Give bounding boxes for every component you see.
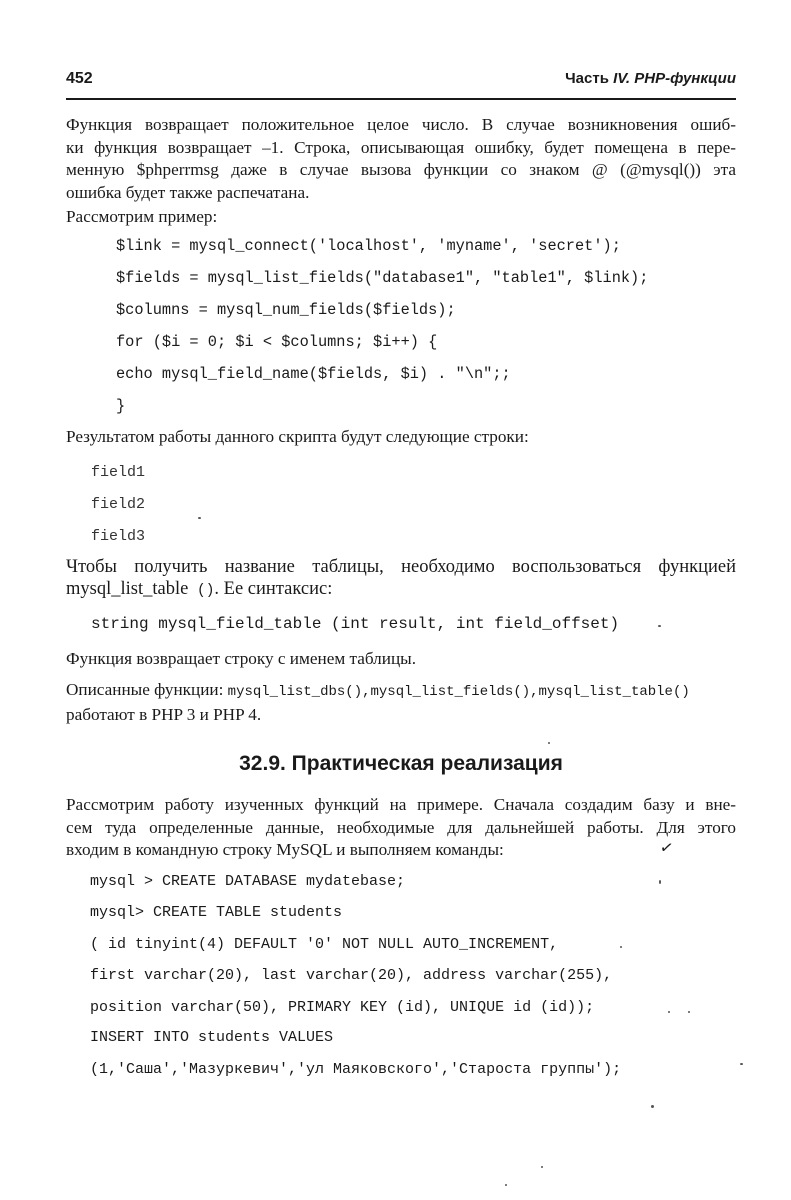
function-signature: string mysql_field_table (int result, int field_offset): [91, 615, 620, 633]
scan-speck: [658, 625, 661, 627]
text-line: входим в командную строку MySQL и выполняем команды:: [66, 840, 504, 859]
text-fragment: Описанные функции:: [66, 680, 228, 699]
text-line: сем туда определенные данные, необходимые для дальнейшей работы. Для этого: [66, 817, 736, 837]
code-line: mysql> CREATE TABLE students: [90, 904, 343, 921]
text-line: Рассмотрим пример:: [66, 207, 218, 226]
code-line: first varchar(20), last varchar(20), address varchar(255),: [90, 967, 613, 984]
text-line: Результатом работы данного скрипта будут следующие строки:: [66, 427, 529, 446]
output-line: field1: [91, 464, 146, 481]
code-line: echo mysql_field_name($fields, $i) . "\n";;: [116, 365, 511, 383]
scan-speck: [548, 742, 550, 744]
scan-speck: [541, 1166, 543, 1168]
section-heading: 32.9. Практическая реализация: [239, 752, 563, 775]
function-parens: (): [188, 583, 215, 599]
text-line: работают в PHP 3 и PHP 4.: [66, 704, 262, 724]
running-head: [565, 70, 736, 87]
scan-speck: [688, 1011, 690, 1013]
pencil-mark-icon: ✓: [658, 836, 675, 859]
code-line: ( id tinyint(4) DEFAULT '0' NOT NULL AUTO_INCREMENT,: [90, 936, 559, 953]
paragraph-table-name: [66, 556, 736, 602]
paragraph-php-versions: [66, 679, 736, 726]
text-line: ки функция возвращает –1. Строка, описывающая ошибку, будет помещена в пере-: [66, 137, 736, 157]
code-line: mysql > CREATE DATABASE mydatebase;: [90, 873, 406, 890]
code-line: position varchar(50), PRIMARY KEY (id), UNIQUE id (id));: [90, 999, 595, 1016]
code-line: }: [116, 397, 126, 415]
paragraph-practical-intro: [66, 794, 736, 862]
text-line: Рассмотрим работу изученных функций на примере. Сначала создадим базу и вне-: [66, 795, 736, 814]
header-rule: [66, 98, 736, 100]
text-line: Чтобы получить название таблицы, необходимо воспользоваться функцией: [66, 557, 736, 577]
scan-speck: [740, 1063, 743, 1065]
page-number: 452: [66, 70, 93, 87]
code-line: (1,'Саша','Мазуркевич','ул Маяковского','Староста группы');: [90, 1061, 622, 1078]
paragraph-result-intro: [66, 426, 736, 449]
output-line: field3: [91, 528, 146, 545]
code-line: INSERT INTO students VALUES: [90, 1029, 334, 1046]
code-line: $columns = mysql_num_fields($fields);: [116, 301, 456, 319]
scan-speck: [620, 946, 622, 948]
paragraph-example-intro: [66, 206, 736, 229]
scan-speck: [659, 880, 661, 884]
running-head-part-title: PHP-функции: [630, 70, 736, 87]
code-line: $fields = mysql_list_fields("database1", "table1", $link);: [116, 269, 649, 287]
paragraph-returns-string: [66, 648, 736, 671]
code-line: $link = mysql_connect('localhost', 'myname', 'secret');: [116, 237, 621, 255]
scan-speck: [668, 1011, 670, 1013]
page-header: [66, 70, 736, 94]
code-line: for ($i = 0; $i < $columns; $i++) {: [116, 333, 438, 351]
scan-speck: [198, 517, 201, 519]
scan-speck: [505, 1184, 507, 1186]
text-line: Функция возвращает строку с именем таблицы.: [66, 649, 416, 668]
function-list: mysql_list_dbs(),mysql_list_fields(),mysql_list_table(): [227, 684, 690, 700]
text-line: менную $phperrmsg даже в случае вызова функции со знаком @ (@mysql()) эта: [66, 160, 736, 179]
text-line: ошибка будет также распечатана.: [66, 182, 310, 202]
running-head-prefix: Часть: [565, 70, 614, 87]
text-line: Функция возвращает положительное целое число. В случае возникновения ошиб-: [66, 115, 736, 134]
function-name: mysql_list_table: [66, 579, 189, 599]
output-line: field2: [91, 496, 146, 513]
text-line: [66, 578, 736, 602]
running-head-part-number: IV.: [613, 70, 631, 87]
paragraph-return-value: [66, 114, 736, 204]
scan-speck: [651, 1105, 654, 1108]
text-line: [66, 679, 736, 704]
text-fragment: . Ее синтаксис:: [214, 579, 333, 599]
